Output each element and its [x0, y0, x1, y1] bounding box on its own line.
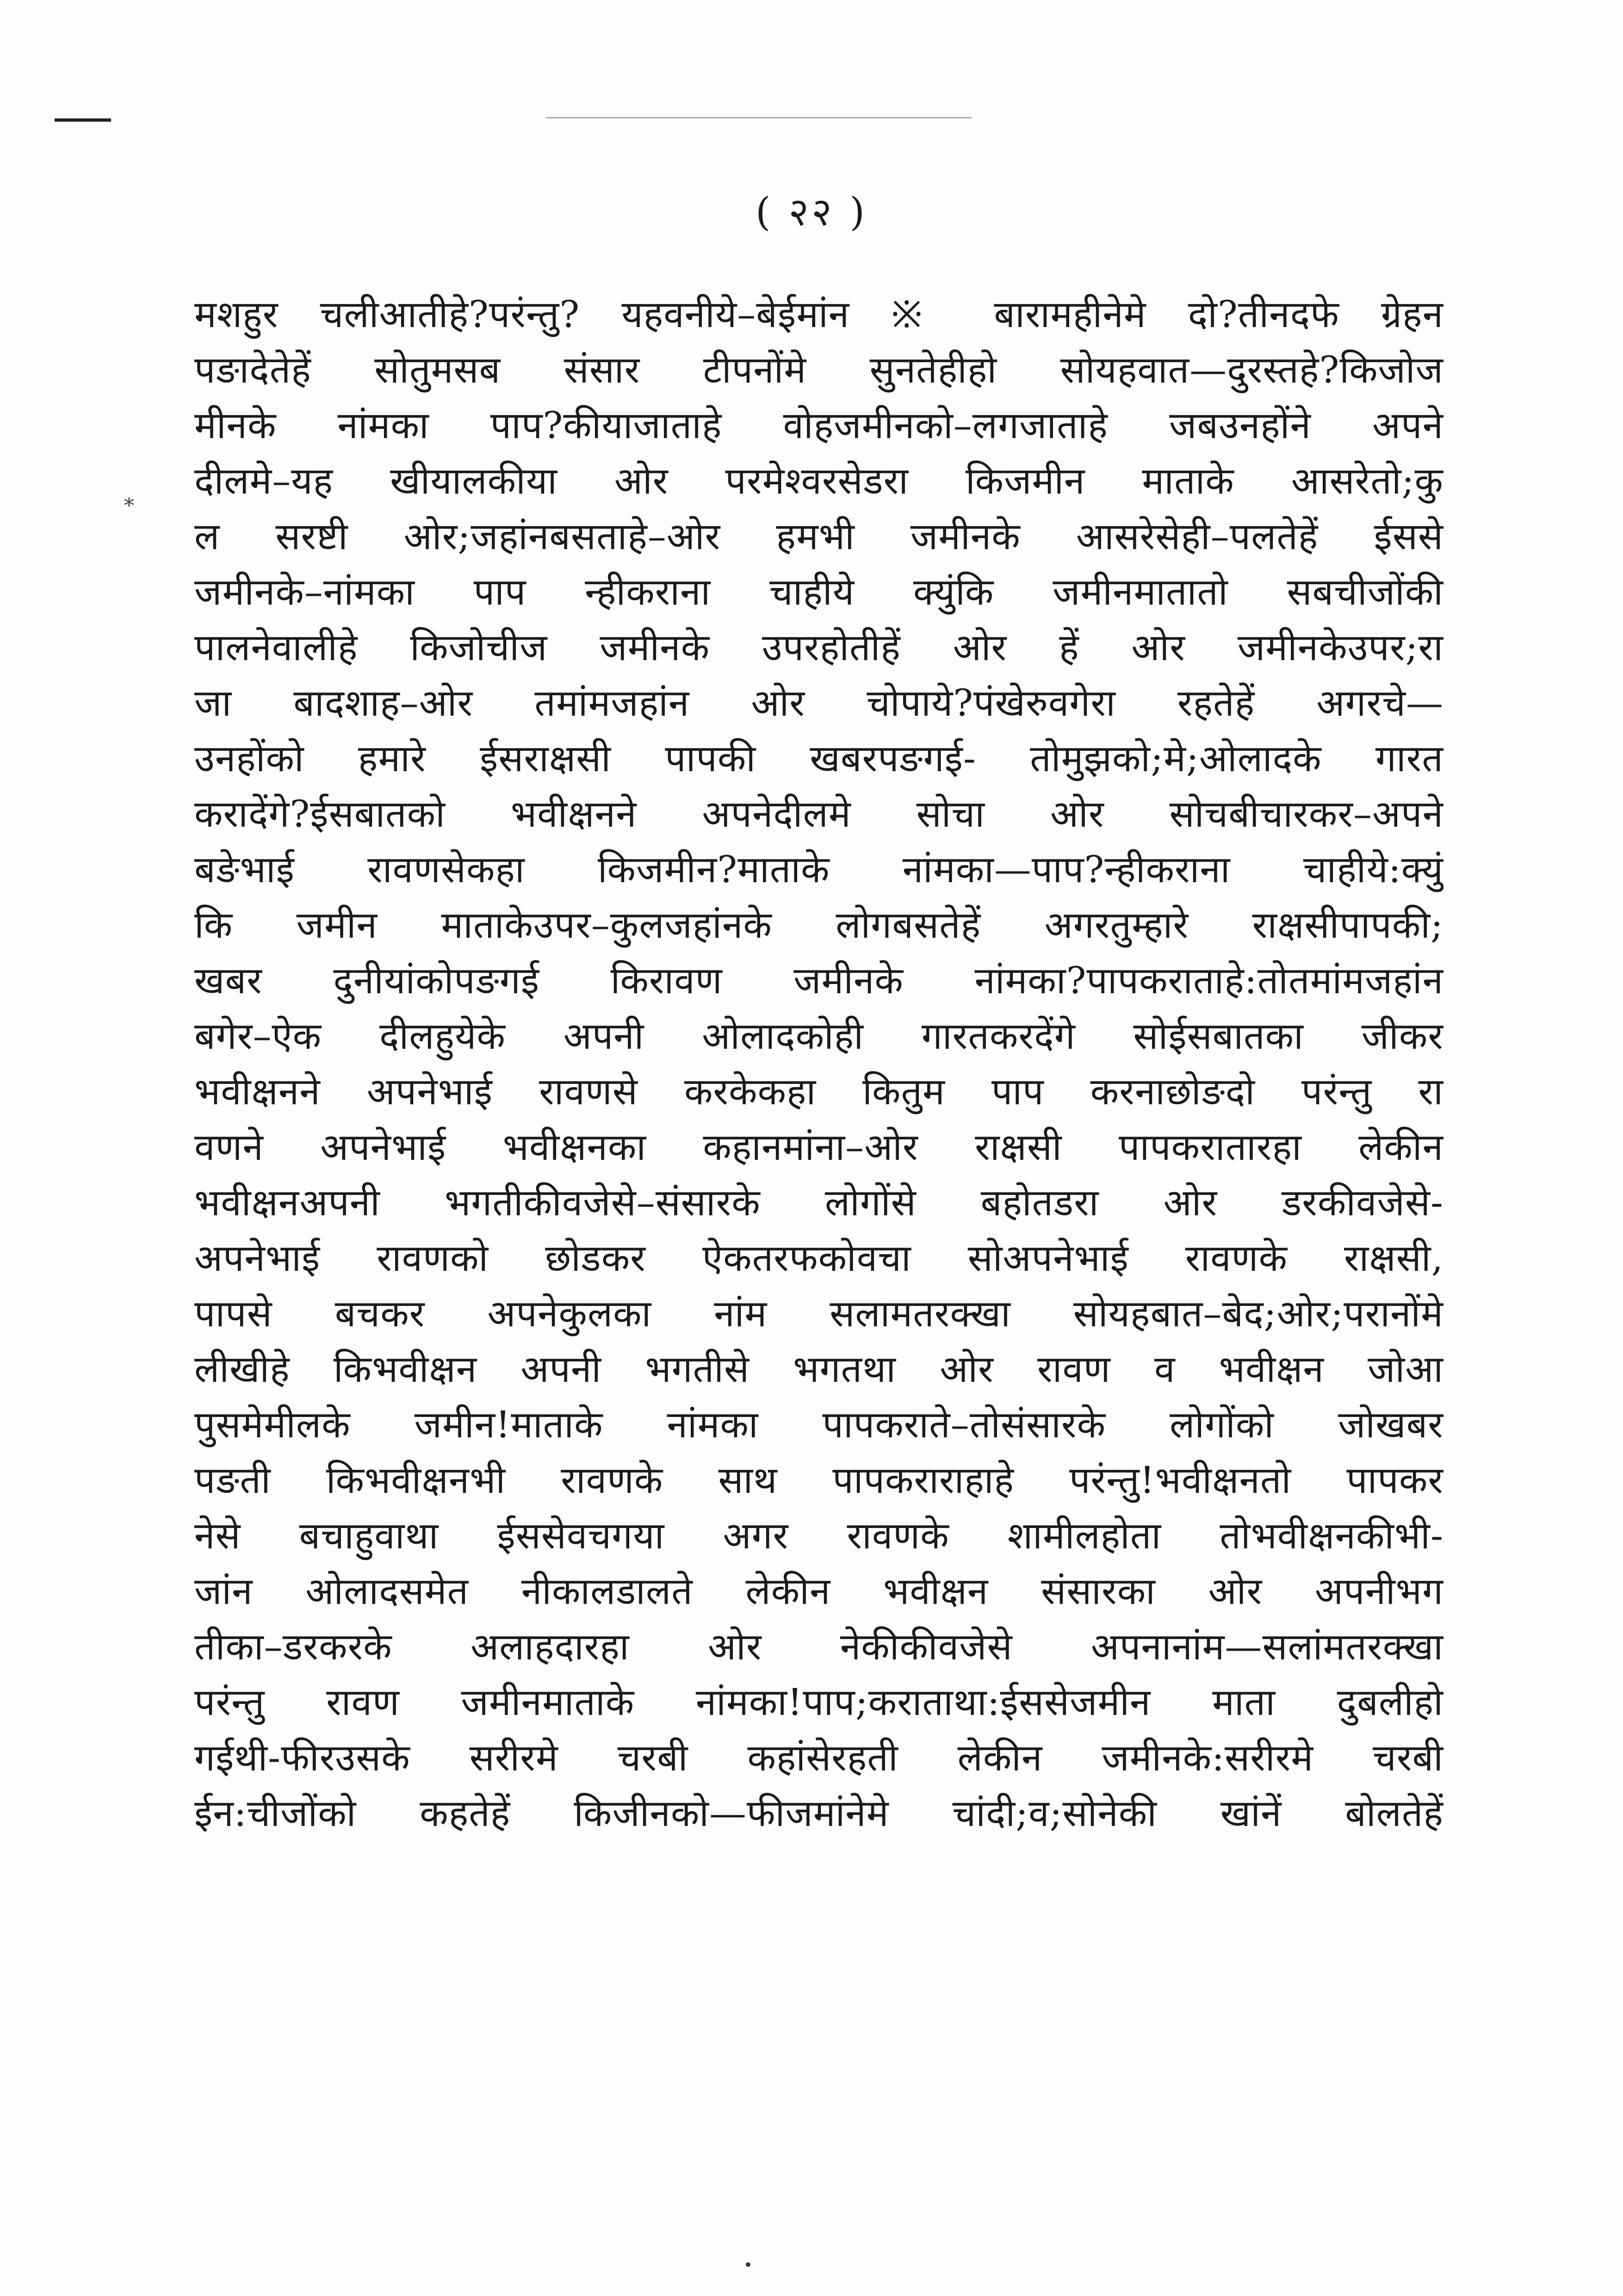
- text-line: भवीक्षनअपनी भगतीकीवजेसे–संसारके लोगोंसे बहोतडरा ओर डरकीवजेसे-: [194, 1181, 1443, 1224]
- text-line: पङादेतेहें सोतुमसब संसार टीपनोंमे सुनतेहीहो सोयहवात—दुरस्तहे?किजोज: [194, 348, 1443, 391]
- text-line: बगेर–ऐक दीलहुयेके अपनी ओलादकोही गारतकरदेंगे सोईसबातका जीकर: [194, 1015, 1443, 1058]
- page-number: ( २२ ): [755, 189, 868, 235]
- margin-asterisk-mark: *: [124, 494, 134, 518]
- text-line: दीलमे–यह खीयालकीया ओर परमेश्वरसेडरा किजमीन माताके आसरेतो;कु: [194, 459, 1443, 502]
- text-line: तीका–डरकरके अलाहदारहा ओर नेकीकीवजेसे अपनानांम—सलांमतरक्खा: [194, 1625, 1443, 1668]
- body-text: [194, 287, 1443, 1841]
- text-line: गईथी-फीरउसके सरीरमे चरबी कहांसेरहती लेकीन जमीनके:सरीरमे चरबी: [194, 1736, 1443, 1779]
- top-left-rule: [55, 118, 111, 122]
- text-line: लीखीहे किभवीक्षन अपनी भगतीसे भगतथा ओर रावण व भवीक्षन जोआ: [194, 1348, 1443, 1391]
- text-line: करादेंगे?ईसबातको भवीक्षनने अपनेदीलमे सोचा ओर सोचबीचारकर–अपने: [194, 792, 1443, 835]
- text-line: पालनेवालीहे किजोचीज जमीनके उपरहोतीहें ओर हें ओर जमीनकेउपर;रा: [194, 626, 1443, 669]
- text-line: ईन:चीजोंको कहतेहें किजीनको—फीजमांनेमे चांदी;व;सोनेकी खांनें बोलतेहें: [194, 1792, 1443, 1835]
- top-header-rule: [546, 117, 972, 118]
- text-line: पापसे बचकर अपनेकुलका नांम सलामतरक्खा सोयहबात–बेद;ओर;परानोंमे: [194, 1292, 1443, 1335]
- text-line: वणने अपनेभाई भवीक्षनका कहानमांना–ओर राक्षसी पापकरातारहा लेकीन: [194, 1126, 1443, 1169]
- text-line: पुसमेमीलके जमीन!माताके नांमका पापकराते–तोसंसारके लोगोंको जोखबर: [194, 1403, 1443, 1446]
- text-line: भवीक्षनने अपनेभाई रावणसे करकेकहा कितुम पाप करनाछोङदो परंन्तु रा: [194, 1070, 1443, 1113]
- text-line: मशहुर चलीआतीहे?परंन्तु? यहवनीये–बेईमांन ※ बारामहीनेमे दो?तीनदफे ग्रेहन: [194, 293, 1443, 336]
- bottom-dot-mark: [746, 2262, 750, 2267]
- text-line: मीनके नांमका पाप?कीयाजाताहे वोहजमीनको–लगजाताहे जबउनहोंने अपने: [194, 404, 1443, 447]
- text-line: बङेभाई रावणसेकहा किजमीन?माताके नांमका—पाप?न्हीकराना चाहीये:क्युं: [194, 848, 1443, 891]
- text-line: जांन ओलादसमेत नीकालडालते लेकीन भवीक्षन संसारका ओर अपनीभग: [194, 1570, 1443, 1613]
- text-line: ल सरष्टी ओर;जहांनबसताहे–ओर हमभी जमीनके आसरेसेही–पलतेहें ईससे: [194, 515, 1443, 558]
- text-line: उनहोंको हमारे ईसराक्षसी पापकी खबरपङगई- तोमुझको;मे;ओलादके गारत: [194, 737, 1443, 780]
- text-line: जा बादशाह–ओर तमांमजहांन ओर चोपाये?पंखेरुवगेरा रहतेहें अगरचे—: [194, 681, 1443, 724]
- text-line: पङती किभवीक्षनभी रावणके साथ पापकराराहाहे परंन्तु!भवीक्षनतो पापकर: [194, 1459, 1443, 1502]
- text-line: खबर दुनीयांकोपङगई किरावण जमीनके नांमका?पापकराताहे:तोतमांमजहांन: [194, 959, 1443, 1002]
- text-line: कि जमीन माताकेउपर–कुलजहांनके लोगबसतेहें अगरतुम्हारे राक्षसीपापकी;: [194, 904, 1443, 947]
- text-line: नेसे बचाहुवाथा ईससेवचगया अगर रावणके शामीलहोता तोभवीक्षनकीभी-: [194, 1514, 1443, 1557]
- text-line: परंन्तु रावण जमीनमाताके नांमका!पाप;कराताथा:ईससेजमीन माता दुबलीहो: [194, 1681, 1443, 1724]
- text-line: जमीनके–नांमका पाप न्हीकराना चाहीये क्युंकि जमीनमातातो सबचीजोंकी: [194, 570, 1443, 613]
- text-line: अपनेभाई रावणको छोडकर ऐकतरफकोवचा सोअपनेभाई रावणके राक्षसी,: [194, 1237, 1443, 1280]
